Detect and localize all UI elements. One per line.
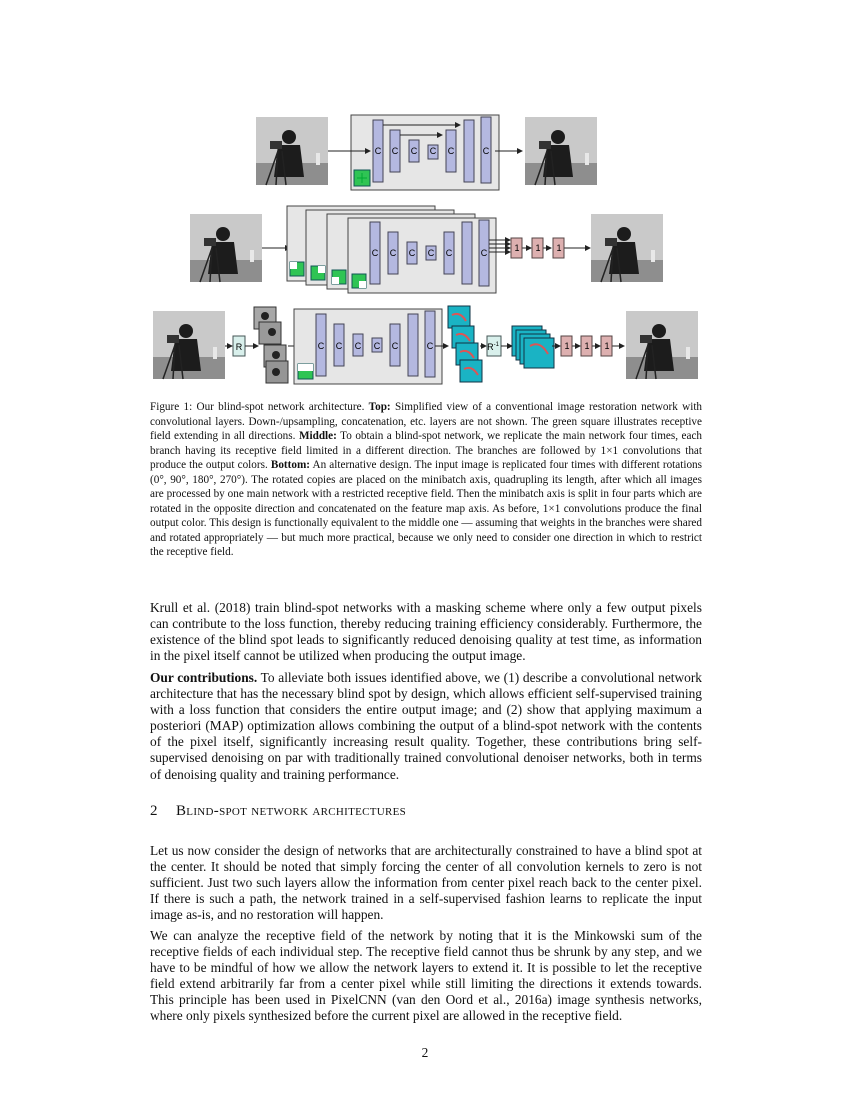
conv-label: C: [445, 248, 453, 258]
section-heading: [150, 803, 406, 820]
conv-label: C: [480, 248, 488, 258]
conv-label: C: [389, 248, 397, 258]
rotated-copies: [254, 307, 288, 383]
input-image: [190, 214, 262, 282]
conv-label: C: [447, 146, 455, 156]
conv-label: C: [391, 341, 399, 351]
paragraph-krull: Krull et al. (2018) train blind-spot networks with a masking scheme where only a few output pixels can contribute to the loss function, thereby reducing training efficiency considerably. Furthermore, the existence of the blind spot leads to significantly reduced denoising quality at test time, as information in the pixel itself cannot be utilized when producing the output image.: [150, 600, 702, 664]
paragraph-contributions: [150, 670, 702, 783]
bottom-row: [153, 306, 698, 384]
output-image: [525, 117, 597, 185]
unrotate-label: R: [487, 342, 494, 352]
one-by-one-label: 1: [514, 243, 520, 253]
conv-label: C: [427, 248, 435, 258]
conv-label: C: [371, 248, 379, 258]
conv-label: C: [373, 341, 381, 351]
conv-label: C: [391, 146, 399, 156]
conv-label: C: [374, 146, 382, 156]
section-number: 2: [150, 803, 158, 819]
caption-bottom-text: An alternative design. The input image is replicated four times with different rotations (0°, 90°, 180°, 270°). The rotated copies are placed on the minibatch axis, quadrupling its length, after which all images are processed by one main network with a restricted receptive field. Then the minibatch axis is split in four parts which are rotated in the opposite direction and concatenated on the feature map axis. As before, 1×1 convolutions produce the final output color. This design is functionally equivalent to the middle one — assuming that weights in the branches were shared and rotated appropriately — but much more practical, because we only need to consider one direction in which to restrict the receptive field.: [150, 459, 702, 558]
middle-row: [190, 206, 663, 293]
conv-label: C: [335, 341, 343, 351]
paragraph-blind-spot-design: Let us now consider the design of networks that are architecturally constrained to have a blind spot at the center. It should be noted that simply forcing the center of all convolution kernels to zero is not sufficient. Just two such layers allow the information from center pixel reach back to the center pixel. If there is such a path, the network trained in a self-supervised fashion learns to replicate the input image as-is, and no restoration will happen.: [150, 843, 702, 923]
unrotate-superscript: -1: [493, 342, 499, 348]
caption-middle-text: To obtain a blind-spot network, we replicate the main network four times, each branch having its receptive field limited in a different direction. The branches are followed by 1×1 convolutions that produce the output colors.: [150, 430, 702, 471]
caption-top-label: Top:: [368, 401, 391, 413]
caption-bottom-label: Bottom:: [270, 459, 311, 471]
conv-label: C: [482, 146, 490, 156]
input-image: [153, 311, 225, 379]
top-row: [256, 115, 597, 190]
one-by-one-label: 1: [604, 341, 610, 351]
architecture-figure: [0, 0, 850, 395]
conv-label: C: [408, 248, 416, 258]
contributions-label: Our contributions.: [150, 670, 258, 685]
caption-top-text: Simplified view of a conventional image restoration network with convolutional layers. Down-/upsampling, concatenation, etc. layers are not shown. The green square illustrates receptive field extending in all directions.: [150, 401, 703, 442]
conv-label: C: [410, 146, 418, 156]
input-image: [256, 117, 328, 185]
output-image: [591, 214, 663, 282]
conv-label: C: [317, 341, 325, 351]
one-by-one-label: 1: [535, 243, 541, 253]
concatenated-maps: [512, 326, 554, 368]
section-title: Blind-spot network architectures: [176, 803, 407, 819]
figure-caption: [150, 400, 702, 560]
conv-label: C: [429, 146, 437, 156]
page-number: 2: [421, 1045, 429, 1060]
caption-prefix: Figure 1: Our blind-spot network architecture.: [150, 401, 365, 413]
one-by-one-label: 1: [584, 341, 590, 351]
feature-maps: [448, 306, 482, 382]
output-image: [626, 311, 698, 379]
contributions-text: To alleviate both issues identified above, we (1) describe a convolutional network architecture that has the necessary blind spot by design, which allows efficient self-supervised training with a loss function that considers the entire output image; and (2) show that applying maximum a posteriori (MAP) optimization allows combining the output of a blind-spot network with the contents of the pixel itself, significantly increasing result quality. Together, these contributions bring self-supervised denoising on par with traditionally trained convolutional denoiser networks, both in terms of denoising quality and training performance.: [150, 670, 703, 782]
caption-middle-label: Middle:: [298, 430, 337, 442]
one-by-one-label: 1: [556, 243, 562, 253]
conv-label: C: [426, 341, 434, 351]
conv-label: C: [354, 341, 362, 351]
one-by-one-label: 1: [564, 341, 570, 351]
rotate-label: R: [235, 342, 243, 352]
paragraph-receptive-field: We can analyze the receptive field of the network by noting that it is the Minkowski sum of the receptive fields of each individual step. The receptive field cannot thus be shrunk by any step, and we have to be mindful of how we allow the network layers to extend it. It is possible to let the receptive field extend arbitrarily far from a center pixel while still limiting the directions it extends towards. This principle has been used in PixelCNN (van den Oord et al., 2016a) image synthesis networks, where only pixels synthesized before the current pixel are allowed in the receptive field.: [150, 928, 702, 1024]
